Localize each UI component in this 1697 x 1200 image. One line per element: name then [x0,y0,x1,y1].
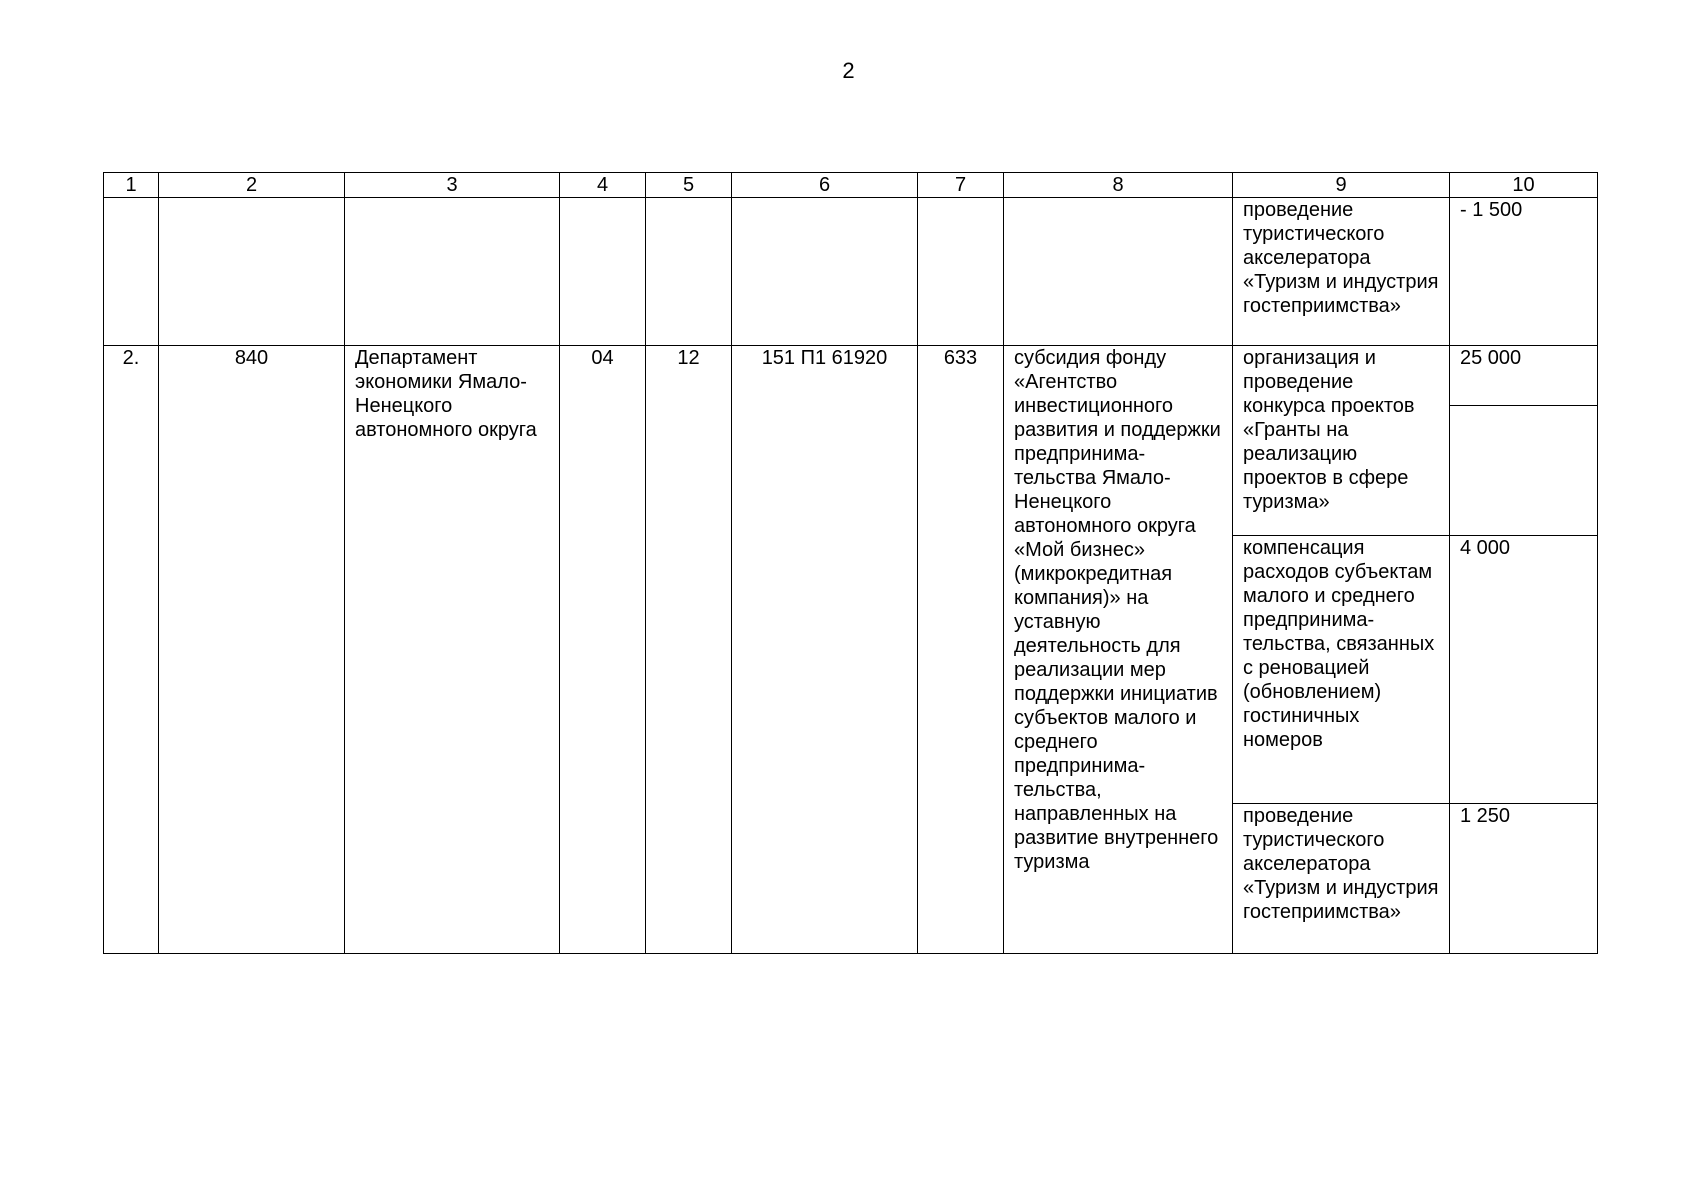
page-number: 2 [842,58,855,83]
empty-cell [646,198,732,346]
table-row [104,346,1598,406]
amount-cell: - 1 500 [1450,198,1598,346]
amount-cell: 4 000 [1450,536,1598,804]
budget-table [103,172,1598,954]
empty-cell [732,198,918,346]
header-cell: 2 [159,173,345,198]
header-cell: 1 [104,173,159,198]
department-cell: Департамент экономики Ямало-Ненецкого автономного округа [345,346,560,954]
header-cell: 10 [1450,173,1598,198]
header-cell: 8 [1004,173,1233,198]
header-cell: 7 [918,173,1004,198]
empty-cell [159,198,345,346]
empty-cell [345,198,560,346]
description-cell: субсидия фонду «Агентство инвестиционного развития и поддержки предпринима- тельства Ямало-Ненецкого автономного округа «Мой бизнес» (микрокредитная компания)» на уставную деятельность для реализации мер поддержки инициатив субъектов малого и среднего предпринима- тельства, направленных на развитие внутреннего туризма [1004,346,1233,954]
row-number-cell: 2. [104,346,159,954]
section-cell: 04 [560,346,646,954]
empty-cell [1004,198,1233,346]
purpose-cell: проведение туристического акселератора «Туризм и индустрия гостеприимства» [1233,804,1450,954]
amount-cell: 1 250 [1450,804,1598,954]
purpose-cell: компенсация расходов субъектам малого и среднего предпринима- тельства, связанных с реновацией (обновлением) гостиничных номеров [1233,536,1450,804]
code-cell: 840 [159,346,345,954]
header-cell: 5 [646,173,732,198]
target-article-cell: 151 П1 61920 [732,346,918,954]
empty-cell [104,198,159,346]
purpose-cell: организация и проведение конкурса проектов «Гранты на реализацию проектов в сфере туризма» [1233,346,1450,536]
header-row [104,173,1598,198]
amount-cell: 25 000 [1450,346,1598,406]
purpose-cell: проведение туристического акселератора «Туризм и индустрия гостеприимства» [1233,198,1450,346]
header-cell: 4 [560,173,646,198]
header-cell: 3 [345,173,560,198]
header-cell: 9 [1233,173,1450,198]
table-row [104,198,1598,346]
subsection-cell: 12 [646,346,732,954]
header-cell: 6 [732,173,918,198]
empty-cell [918,198,1004,346]
empty-cell [1450,406,1598,536]
expense-type-cell: 633 [918,346,1004,954]
empty-cell [560,198,646,346]
